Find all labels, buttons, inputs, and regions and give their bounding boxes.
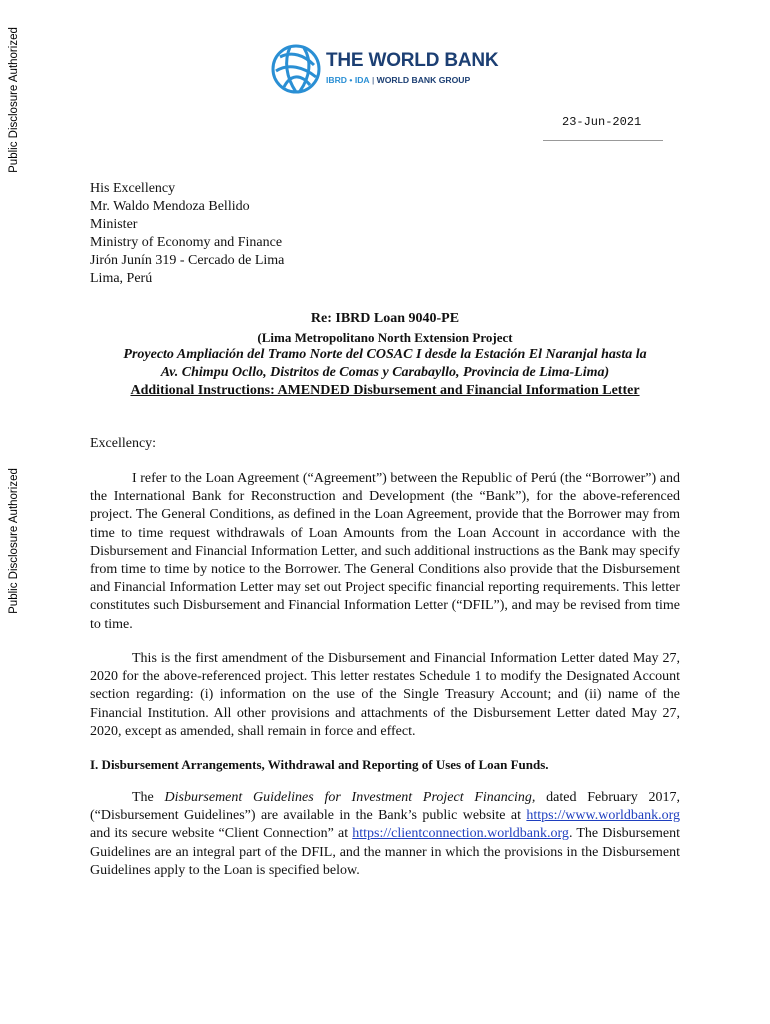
world-bank-logo: [270, 43, 510, 95]
addressee-line: Minister: [90, 217, 138, 232]
disclosure-stamp-top: [0, 0, 28, 200]
disclosure-stamp-text: Public Disclosure Authorized: [8, 27, 20, 173]
disclosure-stamp-middle: [0, 450, 28, 630]
guidelines-title: Disbursement Guidelines for Investment Project Financing,: [164, 790, 536, 805]
addressee-block: [90, 180, 284, 288]
addressee-line: Mr. Waldo Mendoza Bellido: [90, 199, 250, 214]
paragraph-amendment: This is the first amendment of the Disbursement and Financial Information Letter dated May 27, 2020 for the above-referenced project. This letter restates Schedule 1 to modify the Designated Account section regarding: (i) information on the use of the Single Treasury Account; and (ii) name of the Financial Institution. All other provisions and attachments of the Disbursement Letter dated May 27, 2020, except as amended, shall remain in force and effect.: [90, 651, 680, 739]
subject-project-spanish-2: Av. Chimpu Ocllo, Distritos de Comas y Carabayllo, Provincia de Lima-Lima): [160, 365, 610, 380]
guidelines-pre: The: [132, 790, 165, 805]
addressee-line: Lima, Perú: [90, 271, 153, 286]
subject-loan: Re: IBRD Loan 9040-PE: [310, 311, 460, 326]
guidelines-mid1: dated February 2017, (“Disbursement Guidelines”) are available in the Bank’s public website at: [90, 790, 681, 824]
logo-title: THE WORLD BANK: [326, 50, 499, 71]
disclosure-stamp-text: Public Disclosure Authorized: [8, 468, 20, 614]
salutation: Excellency:: [90, 436, 157, 451]
worldbank-link[interactable]: https://www.worldbank.org: [526, 808, 680, 824]
subject-project-spanish-1: Proyecto Ampliación del Tramo Norte del COSAC I desde la Estación El Naranjal hasta la: [123, 347, 647, 362]
logo-bar: |: [369, 75, 377, 85]
guidelines-post: . The Disbursement Guidelines are an integral part of the DFIL, and the manner in which the provisions in the Disbursement Guidelines apply to the Loan is specified below.: [90, 826, 680, 878]
addressee-line: Jirón Junín 319 - Cercado de Lima: [90, 253, 285, 268]
paragraph-guidelines: [90, 789, 680, 880]
logo-group: WORLD BANK GROUP: [376, 75, 471, 85]
date-divider: [543, 140, 663, 141]
addressee-line: His Excellency: [90, 181, 176, 196]
section-heading: I. Disbursement Arrangements, Withdrawal and Reporting of Uses of Loan Funds.: [90, 757, 549, 772]
subject-project: (Lima Metropolitano North Extension Project: [257, 330, 513, 345]
logo-separator: •: [347, 75, 355, 85]
client-connection-link[interactable]: https://clientconnection.worldbank.org: [352, 826, 569, 842]
logo-subtitle: [326, 75, 470, 85]
logo-ibrd: IBRD: [326, 75, 348, 85]
paragraph-intro: I refer to the Loan Agreement (“Agreement”) between the Republic of Perú (the “Borrower”) and the International Bank for Reconstruction and Development (the “Bank”), for the above-referenced project. The General Conditions, as defined in the Loan Agreement, provide that the Borrower may from time to time request withdrawals of Loan Amounts from the Loan Account in accordance with the Disbursement and Financial Information Letter, and such additional instructions as the Bank may specify from time to time by notice to the Borrower. The General Conditions also provide that the Disbursement and Financial Information Letter may set out Project specific financial reporting requirements. This letter constitutes such Disbursement and Financial Information Letter (“DFIL”), and may be revised from time to time.: [90, 471, 680, 632]
logo-ida: IDA: [354, 75, 370, 85]
addressee-line: Ministry of Economy and Finance: [90, 235, 283, 250]
globe-icon: [270, 43, 322, 95]
letter-date: 23-Jun-2021: [562, 115, 642, 129]
guidelines-mid2: and its secure website “Client Connection” at: [90, 826, 353, 842]
subject-instructions: Additional Instructions: AMENDED Disbursement and Financial Information Letter: [130, 383, 640, 398]
